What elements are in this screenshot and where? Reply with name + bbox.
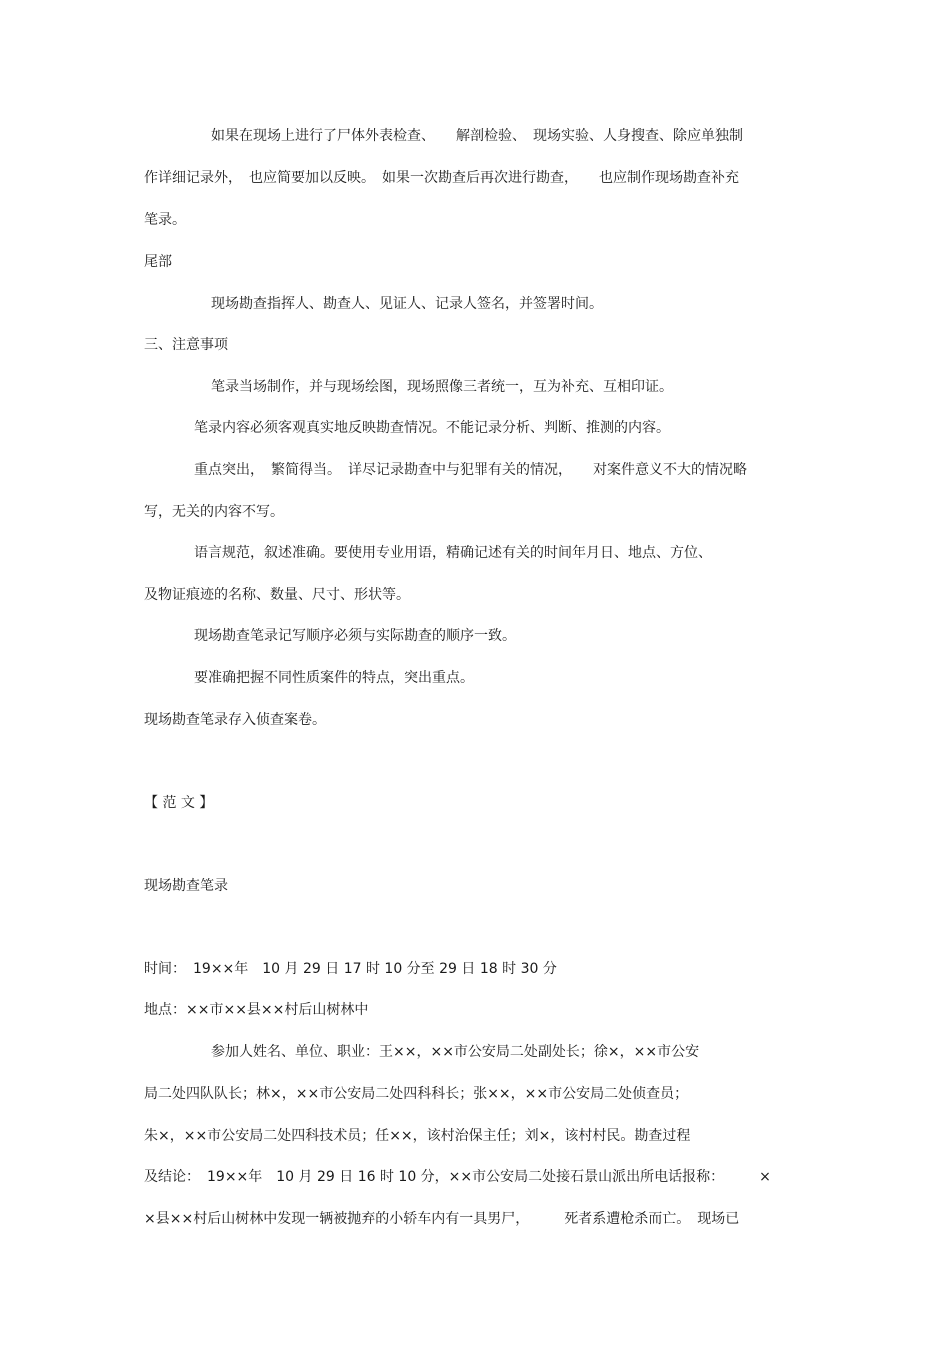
text-line: 及物证痕迹的名称、数量、尺寸、形状等。 <box>144 587 410 603</box>
text-line: 重点突出， 繁简得当。 详尽记录勘查中与犯罪有关的情况， 对案件意义不大的情况略 <box>194 462 747 478</box>
section-heading: 尾部 <box>144 254 172 270</box>
location-field: 地点：××市××县××村后山树林中 <box>144 1002 369 1018</box>
text-line: 笔录。 <box>144 212 186 228</box>
section-heading: 三、注意事项 <box>144 337 228 353</box>
text-line: 现场勘查笔录存入侦查案卷。 <box>144 712 326 728</box>
text-line: 局二处四队队长；林×，××市公安局二处四科科长；张××，××市公安局二处侦查员； <box>144 1086 689 1102</box>
text-line: 现场勘查笔录记写顺序必须与实际勘查的顺序一致。 <box>194 628 516 644</box>
text-line: 朱×，××市公安局二处四科技术员；任××，该村治保主任；刘×，该村村民。勘查过程 <box>144 1128 691 1144</box>
text-line: 如果在现场上进行了尸体外表检查、 解剖检验、 现场实验、人身搜查、除应单独制 <box>211 128 743 144</box>
text-line: 现场勘查指挥人、勘查人、见证人、记录人签名，并签署时间。 <box>211 296 603 312</box>
text-line: 语言规范，叙述准确。要使用专业用语，精确记述有关的时间年月日、地点、方位、 <box>194 545 712 561</box>
text-line: 笔录内容必须客观真实地反映勘查情况。不能记录分析、判断、推测的内容。 <box>194 420 670 436</box>
text-line: 写，无关的内容不写。 <box>144 504 284 520</box>
text-line: 作详细记录外， 也应简要加以反映。 如果一次勘查后再次进行勘查， 也应制作现场勘查补充 <box>144 170 739 186</box>
text-line: 及结论： 19××年 10 月 29 日 16 时 10 分，××市公安局二处接石景山派出所电话报称： × <box>144 1169 771 1185</box>
sample-heading: 【 范 文 】 <box>144 795 214 811</box>
time-field: 时间： 19××年 10 月 29 日 17 时 10 分至 29 日 18 时 30 分 <box>144 961 557 977</box>
text-line: ×县××村后山树林中发现一辆被抛弃的小轿车内有一具男尸， 死者系遭枪杀而亡。 现场已 <box>144 1211 740 1227</box>
document-title: 现场勘查笔录 <box>144 878 228 894</box>
text-line: 参加人姓名、单位、职业：王××，××市公安局二处副处长；徐×，××市公安 <box>211 1044 700 1060</box>
text-line: 笔录当场制作，并与现场绘图，现场照像三者统一，互为补充、互相印证。 <box>211 379 673 395</box>
text-line: 要准确把握不同性质案件的特点，突出重点。 <box>194 670 474 686</box>
